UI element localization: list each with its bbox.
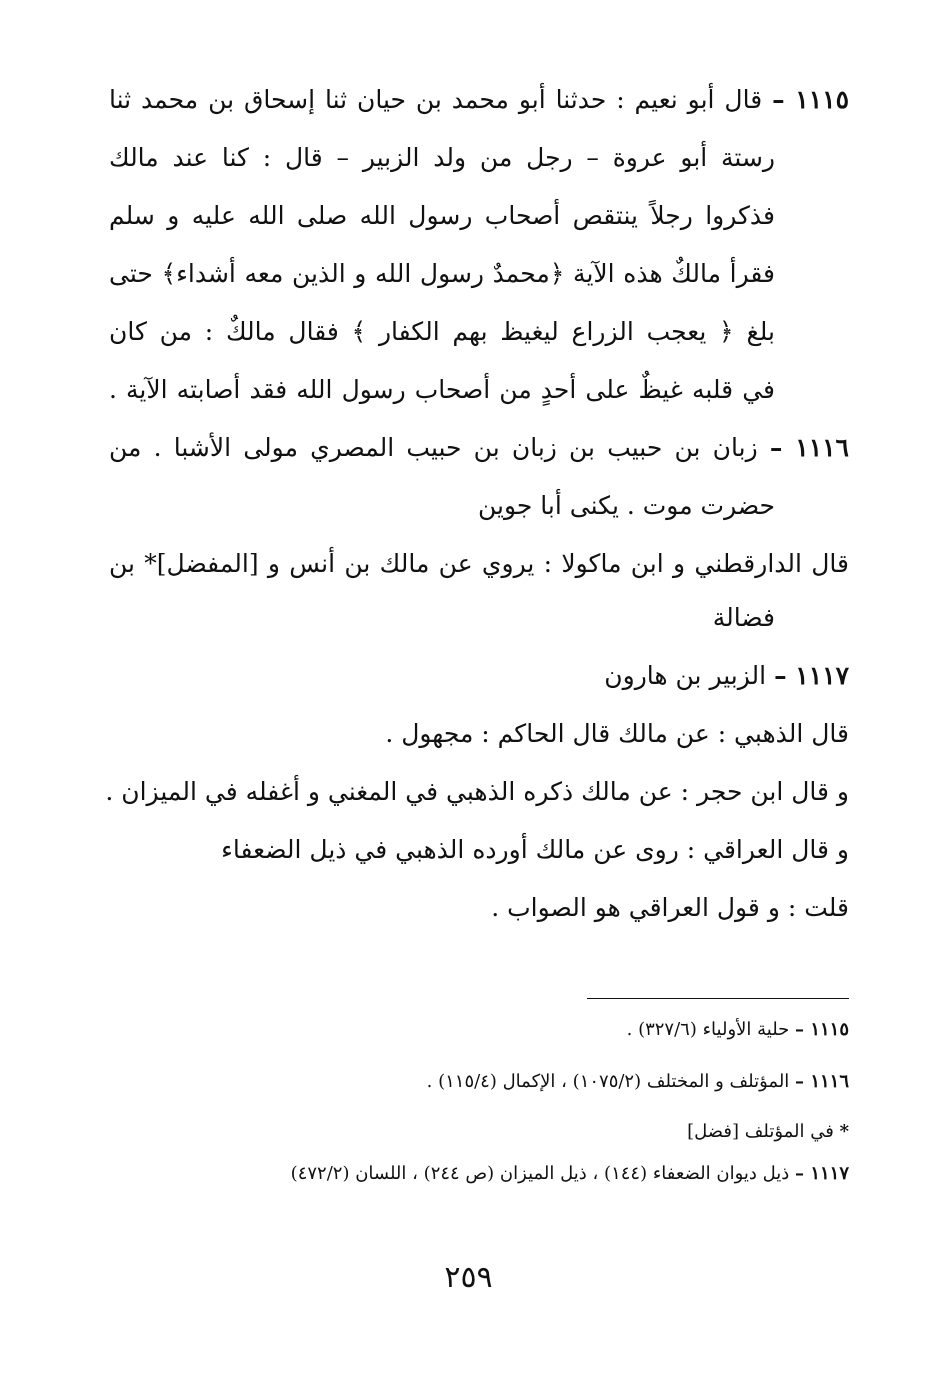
entry-text: قال أبو نعيم : حدثنا أبو محمد بن حيان ثنا إسحاق بن محمد ثنا <box>109 85 763 114</box>
entry-1115-line-4: فقرأ مالكٌ هذه الآية ﴿محمدٌ رسول الله و الذين معه أشداء﴾ حتى <box>109 259 775 288</box>
footnote-1117 <box>291 1160 849 1188</box>
footnote-separator <box>587 998 849 999</box>
entry-1116-line-3: قال الدارقطني و ابن ماكولا : يروي عن مالك بن أنس و [المفضل]* بن <box>109 549 849 578</box>
entry-number-1116: ١١١٦ – <box>769 433 849 462</box>
footnote-number: ١١١٧ – <box>795 1163 849 1184</box>
entry-1115-line-6: في قلبه غيظٌ على أحدٍ من أصحاب رسول الله فقد أصابته الآية . <box>109 375 775 404</box>
entry-1117-line-1 <box>604 658 849 694</box>
entry-text: زبان بن حبيب بن زبان بن حبيب المصري مولى الأشبا . من <box>109 433 758 462</box>
footnote-asterisk <box>687 1118 849 1146</box>
footnote-marker: * <box>839 1121 849 1142</box>
footnote-1115 <box>627 1016 849 1044</box>
footnote-text: حلية الأولياء (٣٢٧/٦) . <box>626 1019 790 1040</box>
entry-1116-line-2: حضرت موت . يكنى أبا جوين <box>477 491 775 520</box>
entry-1117-line-5: قلت : و قول العراقي هو الصواب . <box>491 893 849 922</box>
footnote-number: ١١١٥ – <box>795 1019 849 1040</box>
entry-1116-line-4: فضالة <box>712 603 775 632</box>
footnote-text: في المؤتلف [فضل] <box>687 1121 834 1142</box>
footnote-text: ذيل ديوان الضعفاء (١٤٤) ، ذيل الميزان (ص ٢٤٤) ، اللسان (٤٧٢/٢) <box>290 1163 790 1184</box>
page-number: ٢٥٩ <box>444 1260 493 1295</box>
entry-1115-line-2: رستة أبو عروة – رجل من ولد الزبير – قال : كنا عند مالك <box>109 143 775 172</box>
footnote-1116 <box>427 1068 849 1096</box>
footnote-number: ١١١٦ – <box>795 1071 849 1092</box>
entry-number-1117: ١١١٧ – <box>774 661 849 690</box>
entry-text: الزبير بن هارون <box>604 661 767 690</box>
entry-1116-line-1 <box>109 430 849 466</box>
entry-1115-line-3: فذكروا رجلاً ينتقص أصحاب رسول الله صلى الله عليه و سلم <box>109 201 775 230</box>
entry-1117-line-2: قال الذهبي : عن مالك قال الحاكم : مجهول . <box>385 719 849 748</box>
entry-1117-line-4: و قال العراقي : روى عن مالك أورده الذهبي في ذيل الضعفاء <box>221 835 849 864</box>
entry-1115-line-1 <box>109 82 849 118</box>
entry-1115-line-5: بلغ ﴿ يعجب الزراع ليغيظ بهم الكفار ﴾ فقال مالكٌ : من كان <box>109 317 775 346</box>
entry-number-1115: ١١١٥ – <box>772 85 849 114</box>
entry-1117-line-3: و قال ابن حجر : عن مالك ذكره الذهبي في المغني و أغفله في الميزان . <box>105 777 849 806</box>
footnote-text: المؤتلف و المختلف (١٠٧٥/٢) ، الإكمال (١١٥/٤) . <box>426 1071 790 1092</box>
